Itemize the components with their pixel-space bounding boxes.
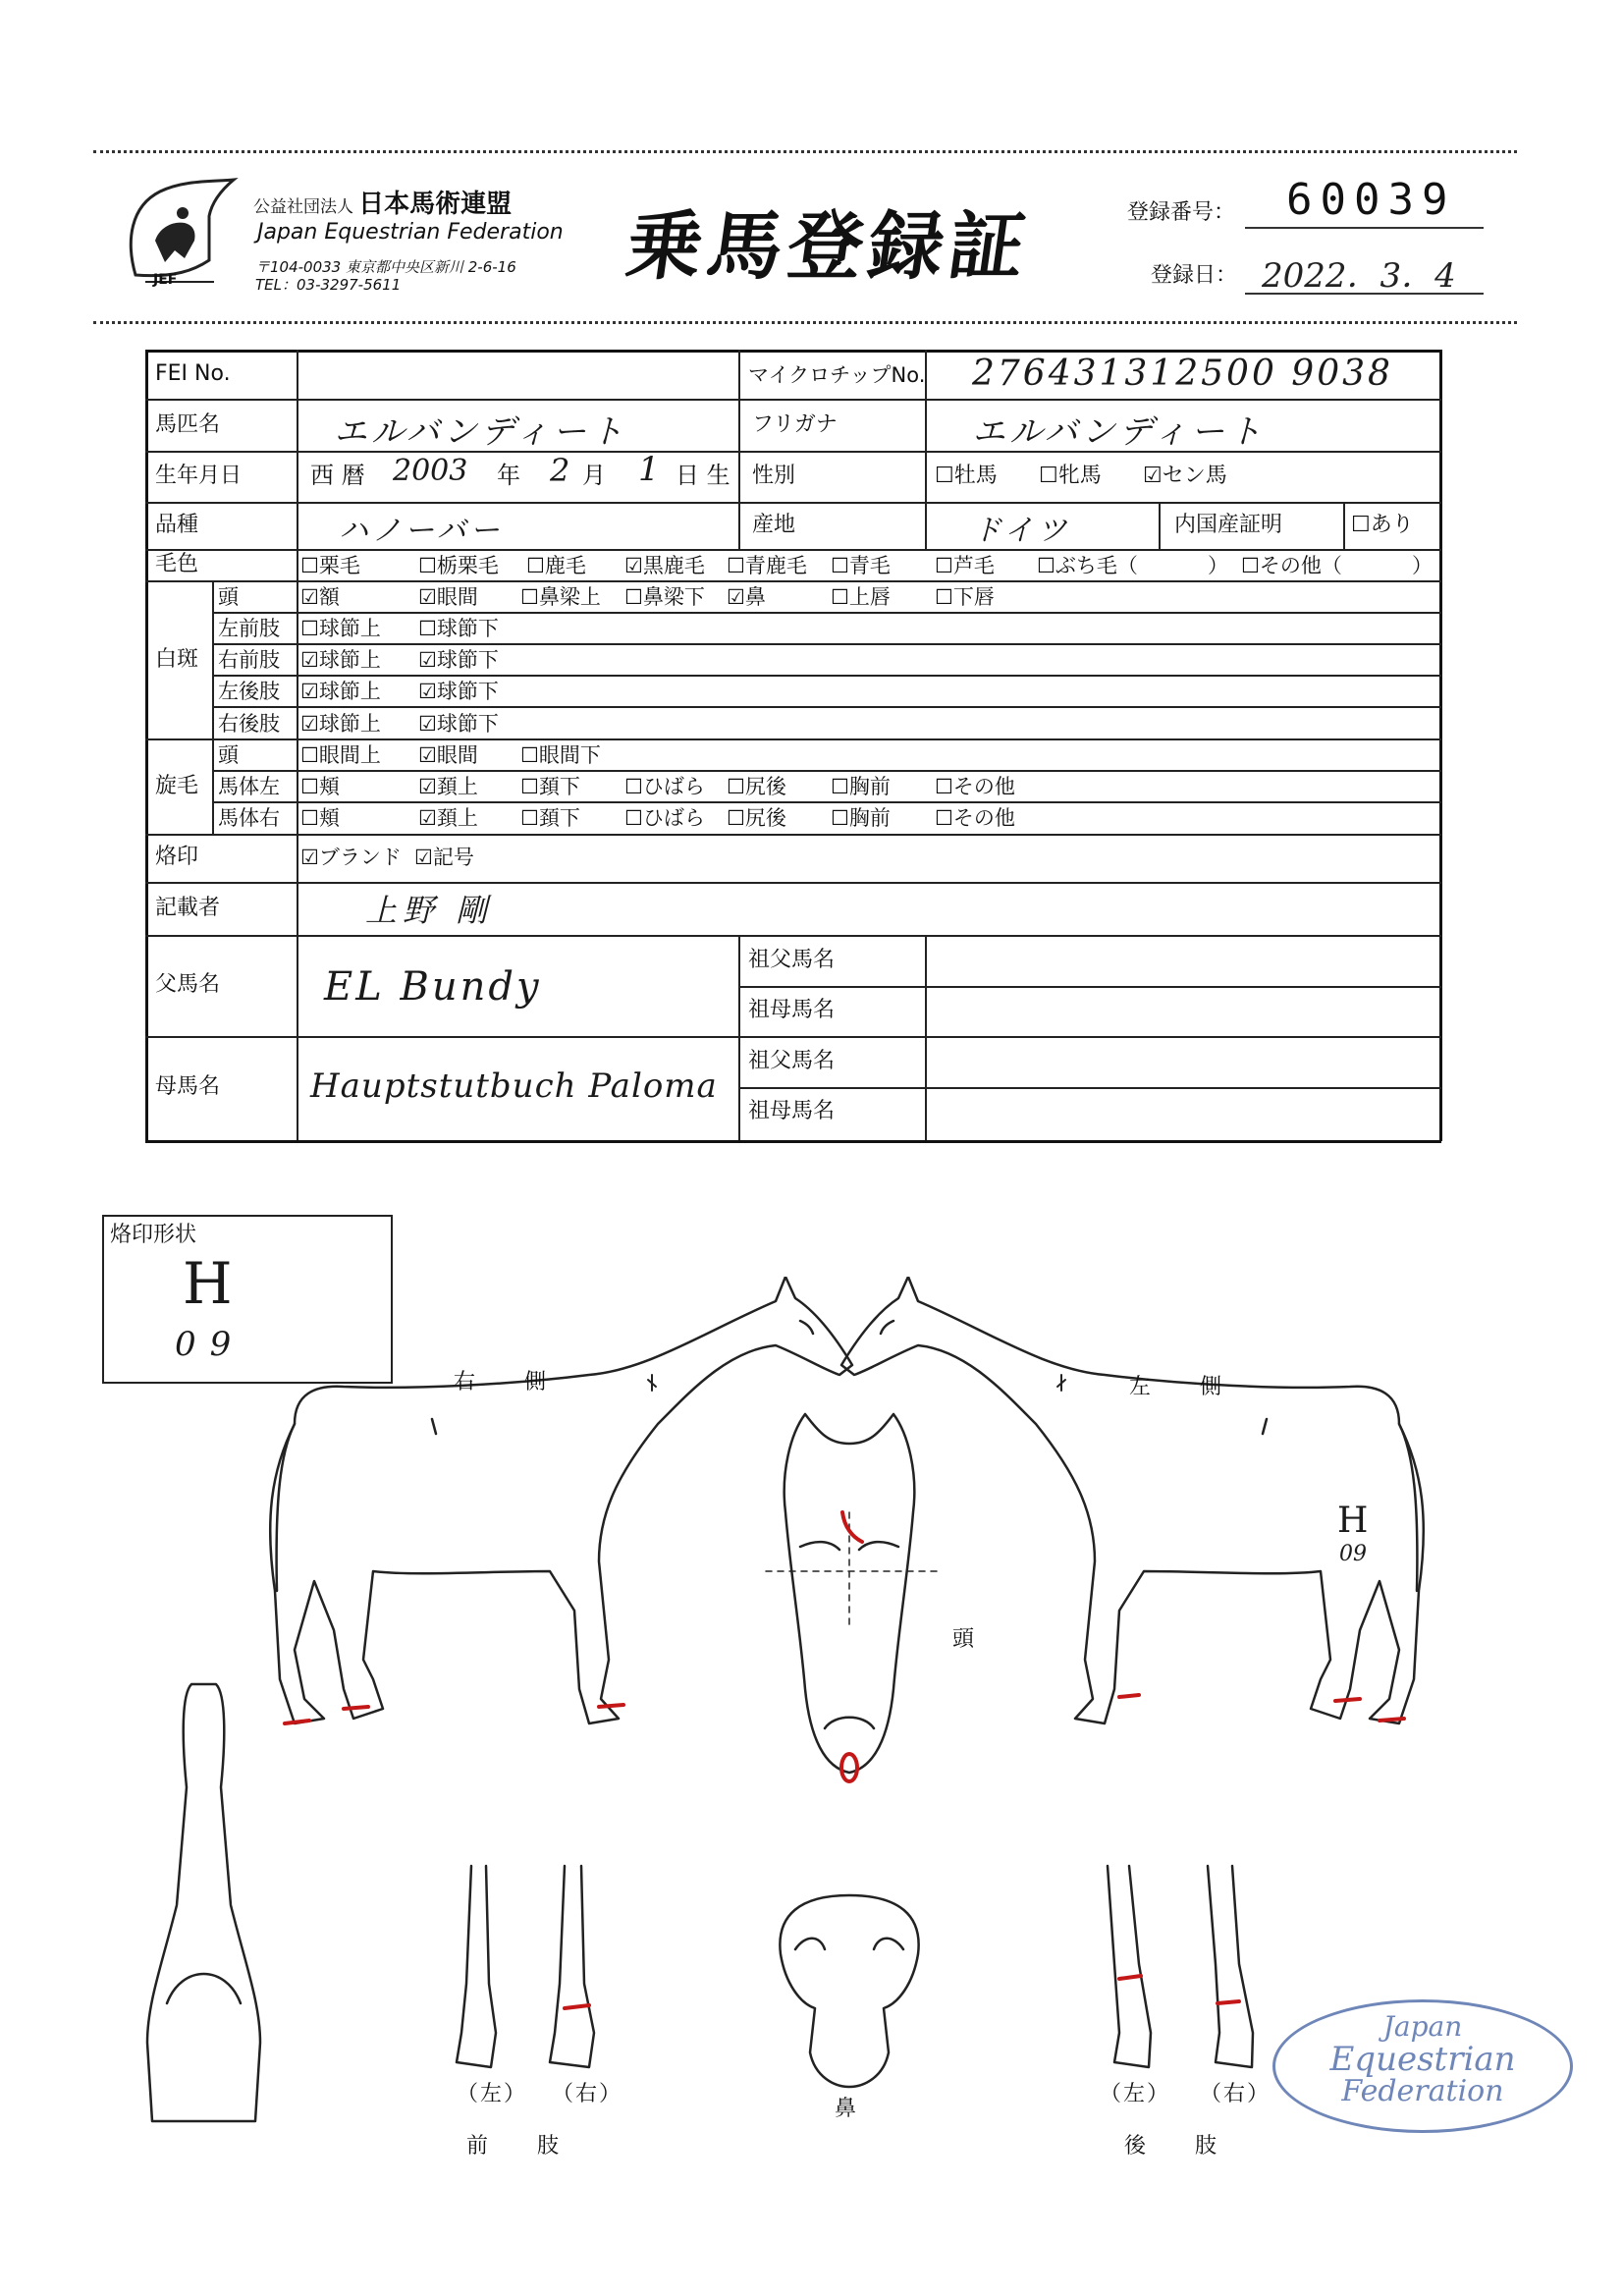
coat-option-black[interactable]: ☐青毛 xyxy=(831,554,891,577)
jef-logo xyxy=(116,172,243,300)
birth-day-unit: 日 生 xyxy=(676,462,730,489)
wm-left-hind-below[interactable]: ☑球節下 xyxy=(418,680,499,703)
brand-option-mark[interactable]: ☑記号 xyxy=(414,846,474,869)
col-line xyxy=(297,350,298,549)
wm-right-hind-label: 右後肢 xyxy=(218,712,280,736)
recorder-value: 上野 剛 xyxy=(365,892,494,929)
sire-grandsire-label: 祖父馬名 xyxy=(748,948,836,972)
breed-value: ハノーバー xyxy=(339,514,504,548)
wm-left-fore-below[interactable]: ☐球節下 xyxy=(418,617,499,640)
furigana-label: フリガナ xyxy=(752,412,838,437)
row-line xyxy=(145,502,1441,504)
dam-value: Hauptstutbuch Paloma xyxy=(310,1066,718,1106)
col-line xyxy=(297,834,298,1140)
wh-left-cheek[interactable]: ☐頬 xyxy=(300,775,340,798)
brand-option-brand[interactable]: ☑ブランド xyxy=(300,846,402,869)
head-label: 頭 xyxy=(952,1627,977,1652)
wm-head-lower-bridge[interactable]: ☐鼻梁下 xyxy=(624,585,705,609)
coat-option-brown[interactable]: ☐青鹿毛 xyxy=(727,554,807,577)
microchip-label: マイクロチップNo. xyxy=(748,363,926,387)
sex-label: 性別 xyxy=(752,464,796,488)
birth-day: 1 xyxy=(638,450,660,489)
wm-right-hind-below[interactable]: ☑球節下 xyxy=(418,712,499,736)
wh-right-rump[interactable]: ☐尻後 xyxy=(727,806,786,830)
microchip-value: 276431312500 9038 xyxy=(972,354,1393,394)
birth-month: 2 xyxy=(550,452,570,489)
stamp-line-2: Equestrian xyxy=(1329,2040,1516,2079)
form-bottom-border xyxy=(145,1140,1441,1143)
dam-granddam-label: 祖母馬名 xyxy=(748,1099,836,1123)
col-line xyxy=(1159,502,1161,549)
birth-era: 西 暦 xyxy=(310,462,365,489)
sire-value: EL Bundy xyxy=(324,964,542,1010)
origin-value: ドイツ xyxy=(972,514,1071,548)
coat-label: 毛色 xyxy=(155,552,199,576)
wm-left-hind-above[interactable]: ☑球節上 xyxy=(300,680,381,703)
wm-left-hind-label: 左後肢 xyxy=(218,680,280,703)
flank-brand-number: 09 xyxy=(1339,1542,1367,1566)
wh-left-label: 馬体左 xyxy=(218,775,280,798)
wm-head-between-eyes[interactable]: ☑眼間 xyxy=(418,585,478,609)
wm-right-fore-label: 右前肢 xyxy=(218,648,280,672)
form-top-border xyxy=(145,350,1441,353)
dam-grandsire-label: 祖父馬名 xyxy=(748,1049,836,1073)
domestic-cert-option[interactable]: ☐あり xyxy=(1351,513,1414,537)
row-line xyxy=(212,706,1441,708)
domestic-cert-label: 内国産証明 xyxy=(1174,513,1283,537)
wm-head-forehead[interactable]: ☑額 xyxy=(300,585,340,609)
col-line xyxy=(738,935,740,1140)
wh-right-other[interactable]: ☐その他 xyxy=(935,806,1015,830)
whorl-label: 旋毛 xyxy=(155,774,199,798)
brand-shape-number: 09 xyxy=(175,1325,245,1364)
address-line-2: TEL：03-3297-5611 xyxy=(255,276,402,294)
wm-head-label: 頭 xyxy=(218,585,239,609)
wh-right-lower-neck[interactable]: ☐頚下 xyxy=(520,806,580,830)
reg-date-underline xyxy=(1245,293,1484,295)
row-line xyxy=(145,834,1441,836)
top-separator xyxy=(93,150,1517,153)
wh-left-chest[interactable]: ☐胸前 xyxy=(831,775,891,798)
horse-name-value: エルバンディート xyxy=(334,412,627,452)
right-side-label: 右 側 xyxy=(454,1370,549,1394)
sire-label: 父馬名 xyxy=(155,972,221,997)
wm-right-hind-above[interactable]: ☑球節上 xyxy=(300,712,381,736)
wh-right-chest[interactable]: ☐胸前 xyxy=(831,806,891,830)
sire-granddam-label: 祖母馬名 xyxy=(748,998,836,1022)
brand-shape-label: 烙印形状 xyxy=(110,1223,197,1247)
muzzle-drawing xyxy=(780,1895,918,2087)
col-line xyxy=(297,549,298,580)
brand-label: 烙印 xyxy=(155,845,199,869)
col-line xyxy=(212,580,214,834)
brand-shape-mark: H xyxy=(183,1250,233,1317)
org-prefix: 公益社団法人 xyxy=(253,197,353,217)
row-line xyxy=(212,675,1441,677)
wh-left-rump[interactable]: ☐尻後 xyxy=(727,775,786,798)
origin-label: 産地 xyxy=(752,513,796,537)
stamp-line-1: Japan xyxy=(1382,2010,1463,2043)
birth-month-unit: 月 xyxy=(582,462,606,489)
birth-year-unit: 年 xyxy=(497,462,520,489)
wh-right-cheek[interactable]: ☐頬 xyxy=(300,806,340,830)
birth-year: 2003 xyxy=(393,454,468,488)
wm-head-upper-lip[interactable]: ☐上唇 xyxy=(831,585,891,609)
white-markings-label: 白斑 xyxy=(155,647,199,672)
front-head xyxy=(766,1414,938,1773)
hind-left-label: （左） xyxy=(1100,2082,1171,2106)
wh-left-flank[interactable]: ☐ひばら xyxy=(624,775,705,798)
wh-head-between-eyes[interactable]: ☑眼間 xyxy=(418,743,478,767)
forelimb-drawings xyxy=(457,1866,594,2067)
sex-option-mare[interactable]: ☐牝馬 xyxy=(1039,464,1102,488)
coat-pinto-close: ） xyxy=(1208,554,1228,577)
wh-left-other[interactable]: ☐その他 xyxy=(935,775,1015,798)
wm-head-upper-bridge[interactable]: ☐鼻梁上 xyxy=(520,585,601,609)
col-line xyxy=(738,350,740,549)
hind-right-label: （右） xyxy=(1200,2082,1271,2106)
reg-number-label: 登録番号： xyxy=(1127,200,1236,225)
sex-option-gelding[interactable]: ☑セン馬 xyxy=(1143,464,1227,488)
coat-option-chestnut[interactable]: ☐栗毛 xyxy=(300,554,360,577)
stamp-line-3: Federation xyxy=(1341,2074,1504,2108)
coat-option-other[interactable]: ☐その他（ xyxy=(1241,554,1342,577)
org-name-jp: 日本馬術連盟 xyxy=(358,190,513,219)
fei-label: FEI No. xyxy=(155,361,231,386)
muzzle-label: 鼻 xyxy=(835,2097,859,2121)
front-left-label: （左） xyxy=(457,2082,528,2106)
wh-left-upper-neck[interactable]: ☑頚上 xyxy=(418,775,478,798)
col-line xyxy=(297,580,298,834)
document-title: 乗馬登録証 xyxy=(621,202,1037,290)
coat-other-close: ） xyxy=(1412,554,1433,577)
furigana-value: エルバンディート xyxy=(972,412,1266,452)
wm-left-fore-label: 左前肢 xyxy=(218,617,280,640)
coat-option-dark-bay[interactable]: ☑黒鹿毛 xyxy=(624,554,705,577)
reg-number-underline xyxy=(1245,227,1484,229)
org-address xyxy=(255,258,516,294)
form-right-border xyxy=(1439,350,1442,1141)
coat-option-pinto[interactable]: ☐ぶち毛（ xyxy=(1037,554,1138,577)
col-line xyxy=(925,935,927,1140)
org-name xyxy=(253,184,512,220)
horse-name-label: 馬匹名 xyxy=(155,412,221,437)
row-line xyxy=(738,1087,1441,1089)
row-line xyxy=(145,549,1441,551)
wm-head-lower-lip[interactable]: ☐下唇 xyxy=(935,585,995,609)
wh-right-flank[interactable]: ☐ひばら xyxy=(624,806,705,830)
row-line xyxy=(145,580,1441,582)
wm-right-fore-above[interactable]: ☑球節上 xyxy=(300,648,381,672)
breed-label: 品種 xyxy=(155,513,199,537)
row-line xyxy=(212,612,1441,614)
left-side-label: 左 側 xyxy=(1129,1375,1224,1399)
rear-view xyxy=(147,1684,260,2121)
sex-option-stallion[interactable]: ☐牡馬 xyxy=(935,464,998,488)
left-side-horse xyxy=(841,1277,1424,1723)
reg-date: 2022．3．4 xyxy=(1262,256,1456,296)
org-name-en: Japan Equestrian Federation xyxy=(257,220,564,245)
row-line xyxy=(212,801,1441,803)
reg-date-label: 登録日： xyxy=(1151,263,1238,288)
logo-abbr: JEF xyxy=(153,272,178,288)
coat-option-bay[interactable]: ☐鹿毛 xyxy=(526,554,586,577)
flank-brand-mark: H xyxy=(1337,1501,1369,1541)
coat-option-dark-chestnut[interactable]: ☐栃栗毛 xyxy=(418,554,499,577)
wh-head-below-eyes[interactable]: ☐眼間下 xyxy=(520,743,601,767)
row-line xyxy=(145,935,1441,937)
row-line xyxy=(145,738,1441,740)
right-side-horse xyxy=(270,1277,852,1723)
recorder-label: 記載者 xyxy=(155,896,221,920)
row-line xyxy=(738,986,1441,988)
reg-number: 60039 xyxy=(1286,175,1456,225)
wh-head-label: 頭 xyxy=(218,743,239,767)
dam-label: 母馬名 xyxy=(155,1074,221,1099)
row-line xyxy=(145,1036,1441,1038)
header-separator xyxy=(93,321,1517,324)
wm-right-fore-below[interactable]: ☑球節下 xyxy=(418,648,499,672)
row-line xyxy=(145,399,1441,401)
coat-option-grey[interactable]: ☐芦毛 xyxy=(935,554,995,577)
wh-head-above-eyes[interactable]: ☐眼間上 xyxy=(300,743,381,767)
wh-right-label: 馬体右 xyxy=(218,806,280,830)
form-left-border xyxy=(145,350,148,1141)
federation-stamp xyxy=(1272,1999,1573,2133)
birth-label: 生年月日 xyxy=(155,464,243,488)
hindlimb-drawings xyxy=(1108,1866,1253,2067)
row-line xyxy=(212,643,1441,645)
address-line-1: 〒104-0033 東京都中央区新川 2-6-16 xyxy=(255,258,516,276)
col-line xyxy=(1343,502,1345,549)
front-right-label: （右） xyxy=(552,2082,623,2106)
row-line xyxy=(145,882,1441,884)
hindlimb-label: 後 肢 xyxy=(1124,2134,1219,2159)
wm-left-fore-above[interactable]: ☐球節上 xyxy=(300,617,381,640)
forelimb-label: 前 肢 xyxy=(466,2134,562,2159)
wh-right-upper-neck[interactable]: ☑頚上 xyxy=(418,806,478,830)
row-line xyxy=(212,770,1441,772)
wh-left-lower-neck[interactable]: ☐頚下 xyxy=(520,775,580,798)
wm-head-nose[interactable]: ☑鼻 xyxy=(727,585,766,609)
